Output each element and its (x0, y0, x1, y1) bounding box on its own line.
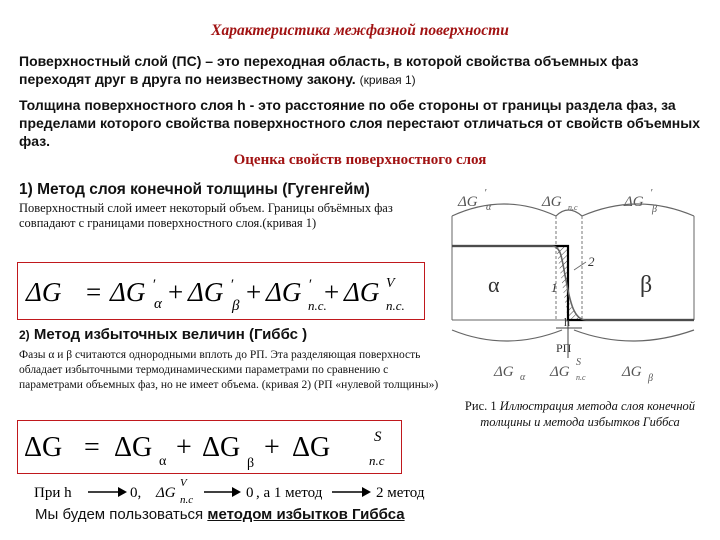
note1-method2: 2 метод (376, 485, 425, 501)
f1-term1-sup: ′ (152, 277, 156, 293)
label-dG-ps-sub: п.с (568, 203, 578, 212)
definition-text: Поверхностный слой (ПС) – это переходная область, в которой свойства объемных фаз переходят друг в друга по неизвестному закону. (19, 53, 639, 87)
f1-term1-sub: α (154, 296, 162, 312)
method1-heading: 1) Метод слоя конечной толщины (Гугенгейм) (19, 181, 370, 198)
f1-plus3: + (324, 277, 340, 307)
f2-plus1: + (176, 432, 192, 463)
f2-term3-sup: S (374, 429, 382, 445)
f2-term1-sub: α (159, 454, 167, 469)
interface-figure (444, 180, 716, 394)
formula1 (18, 263, 424, 319)
label-dG-alpha-prime: ΔG (458, 194, 478, 210)
f2-term1: ΔG (114, 432, 153, 463)
label-dG-s: ΔG (550, 364, 570, 380)
method2-heading (19, 326, 307, 343)
label-dG-beta-sub: β (648, 373, 653, 384)
curve-2-leader (574, 262, 586, 270)
f1-term3-sub: п.с. (308, 298, 327, 313)
f1-term4-sub: п.с. (386, 298, 405, 313)
note1-dG: ΔG (156, 485, 176, 501)
brace-bottom-alpha (452, 330, 562, 341)
note1-zero2: 0 (246, 485, 254, 501)
label-dG-beta-prime: ΔG (624, 194, 644, 210)
curve-note: (кривая 1) (359, 73, 416, 87)
f2-term3: ΔG (292, 432, 331, 463)
label-dG-beta-prime-sub: β (652, 204, 657, 215)
curve-2-label: 2 (588, 254, 595, 269)
label-dG-alpha-sub: α (520, 372, 526, 383)
curve-1-label: 1 (551, 280, 558, 295)
label-dG-alpha: ΔG (494, 364, 514, 380)
note1-dG-sup: V (180, 477, 187, 489)
section-heading: Оценка свойств поверхностного слоя (233, 152, 487, 168)
interface-diagram (444, 180, 716, 394)
arrow-icon (204, 487, 241, 497)
f1-term4: ΔG (344, 277, 380, 307)
label-dG-alpha-prime-sub: α (486, 202, 492, 213)
f1-plus1: + (168, 277, 184, 307)
label-dG-s-sup: S (576, 357, 581, 368)
f2-plus2: + (264, 432, 280, 463)
arrow-icon (332, 487, 371, 497)
label-dG-ps: ΔG (542, 194, 562, 210)
formula2 (18, 421, 401, 473)
f2-eq: = (84, 432, 100, 463)
caption-text: Иллюстрация метода слоя конечной толщины и метода избытков Гиббса (480, 399, 696, 429)
f2-term2: ΔG (202, 432, 241, 463)
brace-bottom-beta (574, 330, 694, 341)
label-dG-s-sub: п.с (576, 373, 586, 382)
note1-zero: 0, (130, 485, 142, 501)
f1-term3: ΔG (266, 277, 302, 307)
arrow-icon (88, 487, 127, 497)
f1-term2-sup: ′ (230, 277, 234, 293)
note1-method1: , а 1 метод (256, 485, 323, 501)
method2-description: Фазы α и β считаются однородными вплоть до РП. Эта разделяющая поверхность обладает избыточными термодинамическими параметрами по сравнению с параметрами объемных фаз, но не имеет объема. (кривая 2) (РП «нулевой толщины») (19, 349, 439, 391)
f1-eq: = (86, 277, 102, 307)
figure-caption (444, 398, 716, 430)
definition-surface-layer (19, 52, 699, 89)
label-dG-alpha-prime-sup: ′ (484, 187, 487, 199)
conclusion-prefix: Мы будем пользоваться (35, 506, 204, 523)
caption-prefix: Рис. 1 (464, 399, 497, 413)
f1-plus2: + (246, 277, 262, 307)
conclusion-method: методом избытков Гиббса (207, 506, 405, 523)
f2-dG: ΔG (24, 432, 63, 463)
definition-thickness: Толщина поверхностного слоя h - это расстояние по обе стороны от границы раздела фаз, за пределами которого свойства поверхностного слоя перестают отличаться от свойств объемных фаз. (19, 97, 701, 149)
f1-dG: ΔG (26, 277, 62, 307)
note1-pre: При h (34, 485, 72, 501)
f1-term1: ΔG (110, 277, 146, 307)
limit-note-graphic (30, 476, 440, 506)
phase-alpha: α (488, 272, 500, 297)
note1-dG-sub: п.с (180, 494, 194, 506)
formula2-box (17, 420, 402, 474)
method2-number: 2) (19, 328, 30, 342)
f2-term3-sub: п.с (369, 453, 385, 468)
h-label: h (564, 315, 570, 329)
f1-term3-sup: ′ (308, 277, 312, 293)
f2-term2-sub: β (247, 456, 255, 471)
f1-term4-sup: V (386, 276, 395, 291)
label-dG-beta-prime-sup: ′ (650, 187, 653, 199)
page-title: Характеристика межфазной поверхности (211, 22, 509, 39)
label-dG-beta: ΔG (622, 364, 642, 380)
conclusion-note (35, 506, 405, 523)
hatched-area-right (568, 300, 582, 320)
formula1-box (17, 262, 425, 320)
limit-note (30, 476, 440, 506)
phase-beta: β (640, 272, 653, 298)
rp-label: РП (556, 341, 572, 355)
method1-description: Поверхностный слой имеет некоторый объем. Границы объёмных фаз совпадают с границами поверхностного слоя.(кривая 1) (19, 201, 393, 230)
method2-title: Метод избыточных величин (Гиббс ) (33, 326, 308, 343)
f1-term2-sub: β (232, 298, 240, 314)
f1-term2: ΔG (188, 277, 224, 307)
